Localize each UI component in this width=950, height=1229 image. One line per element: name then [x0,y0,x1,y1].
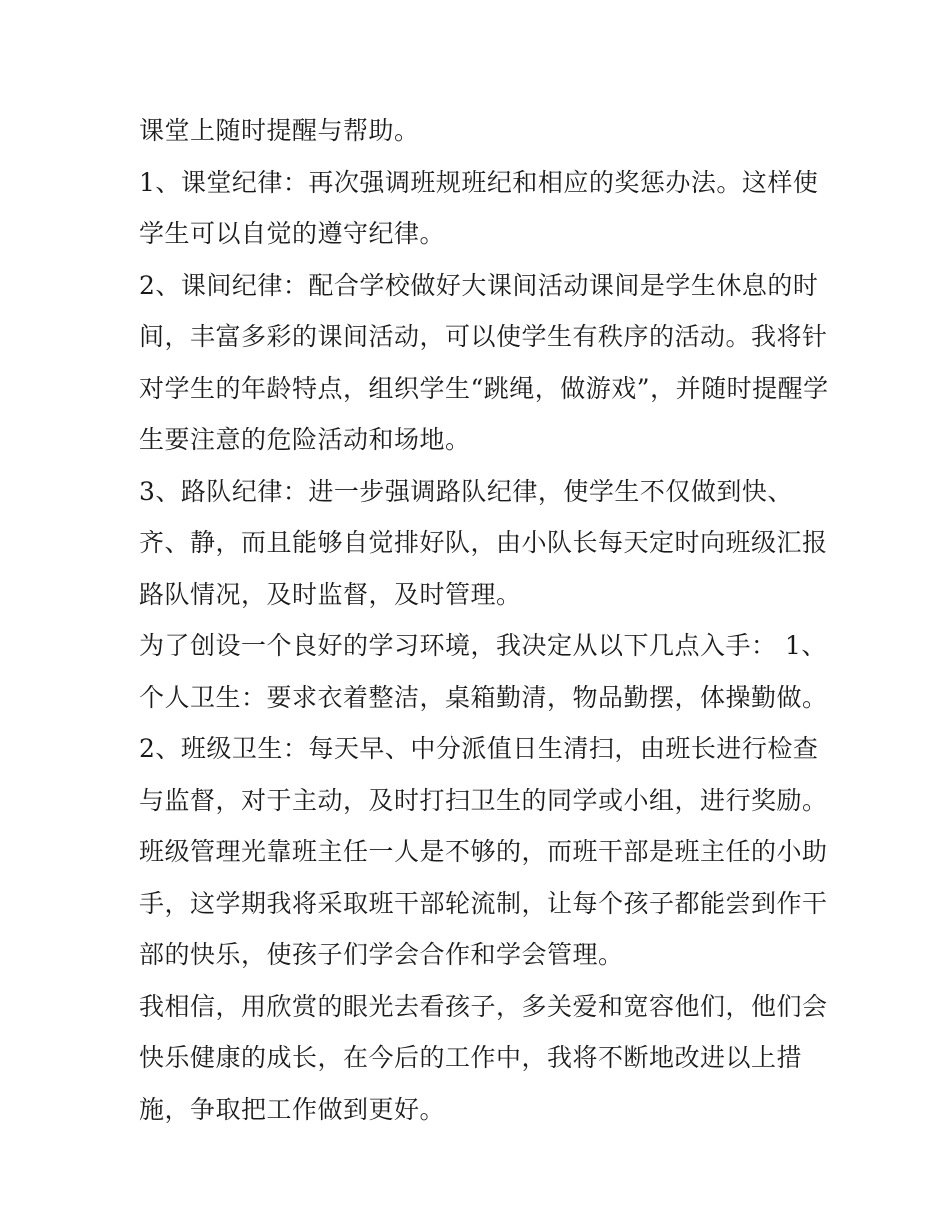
text-line: 齐、静，而且能够自觉排好队，由小队长每天定时向班级汇报 [139,528,828,557]
text-line: 施，争取把工作做到更好。 [139,1094,446,1124]
text-line: 2、课间纪律：配合学校做好大课间活动课间是学生休息的时 [139,270,819,300]
text-line: 3、路队纪律：进一步强调路队纪律，使学生不仅做到快、 [139,476,793,506]
text-line: 路队情况，及时监督，及时管理。 [139,579,522,609]
text-line: 与监督，对于主动，及时打扫卫生的同学或小组，进行奖励。 [139,785,828,815]
text-line: 快乐健康的成长，在今后的工作中，我将不断地改进以上措 [139,1043,803,1072]
text-line: 生要注意的危险活动和场地。 [139,425,471,454]
text-line: 1、课堂纪律：再次强调班规班纪和相应的奖惩办法。这样使 [139,167,819,197]
text-line: 个人卫生：要求衣着整洁，桌箱勤清，物品勤摆，体操勤做。 [139,682,828,712]
text-line: 课堂上随时提醒与帮助。 [139,116,420,145]
document-body [139,105,829,1135]
text-line: 2、班级卫生：每天早、中分派值日生清扫，由班长进行检查 [139,734,819,763]
text-line: 对学生的年龄特点，组织学生“跳绳，做游戏”，并随时提醒学 [139,373,829,403]
text-line: 学生可以自觉的遵守纪律。 [139,219,446,248]
text-line: 班级管理光靠班主任一人是不够的，而班干部是班主任的小助 [139,837,828,866]
text-line: 手，这学期我将采取班干部轮流制，让每个孩子都能尝到作干 [139,888,828,918]
text-line: 部的快乐，使孩子们学会合作和学会管理。 [139,940,624,969]
text-line: 我相信，用欣赏的眼光去看孩子，多关爱和宽容他们，他们会 [139,991,828,1021]
text-line: 为了创设一个良好的学习环境，我决定从以下几点入手： 1、 [139,631,827,660]
text-line: 间，丰富多彩的课间活动，可以使学生有秩序的活动。我将针 [139,322,828,351]
